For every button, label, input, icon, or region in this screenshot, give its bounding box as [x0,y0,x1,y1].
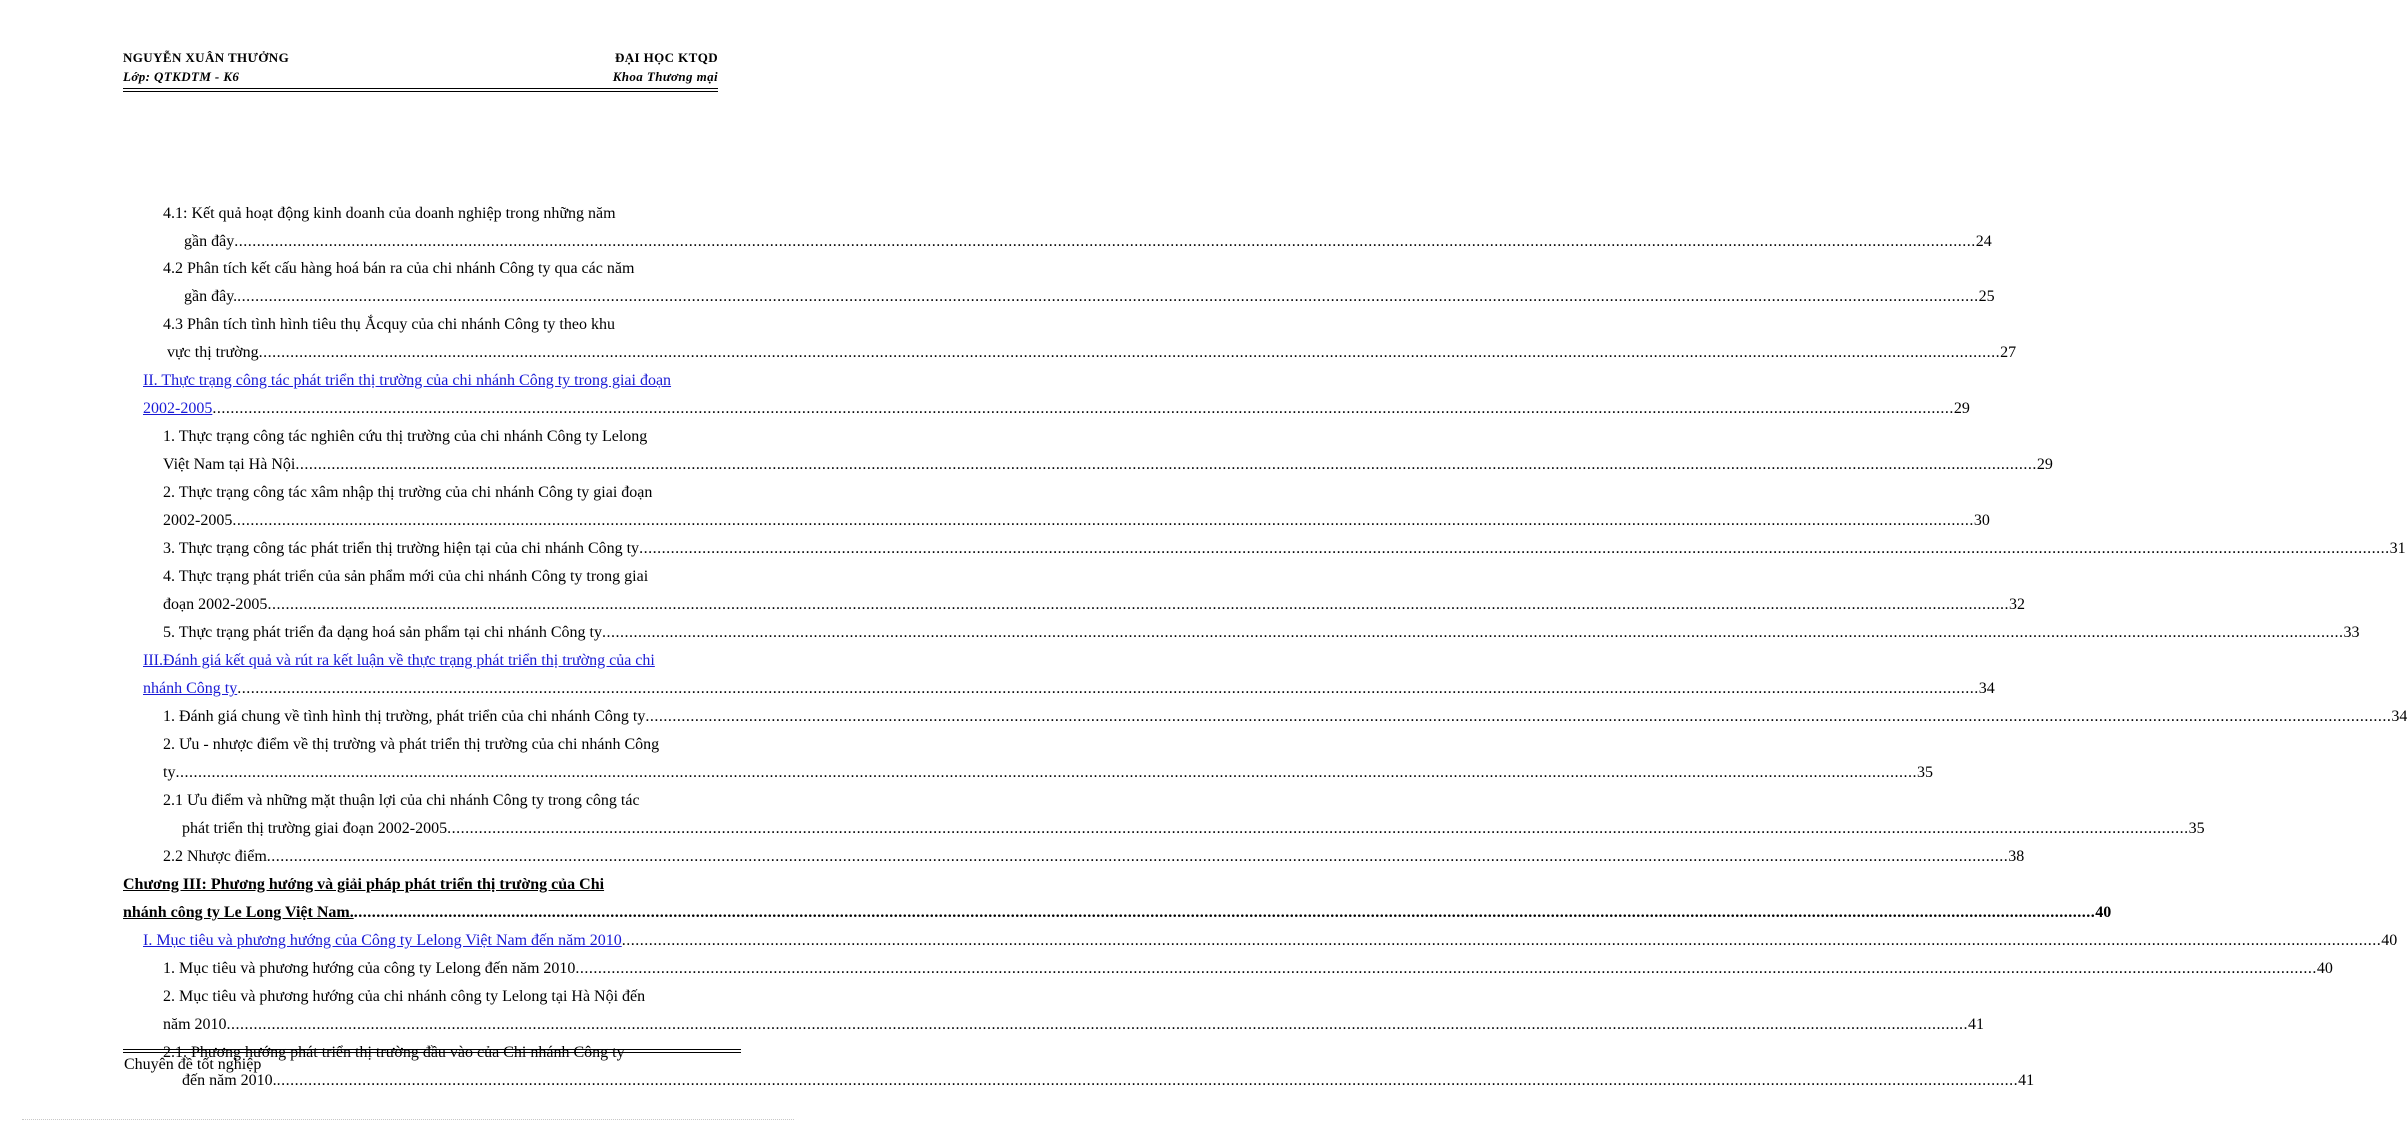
page-number: 30 [1973,512,1990,529]
header-row-2 [123,67,718,86]
header-row-1 [123,48,718,67]
toc-entry-i-2-line1[interactable]: 2. Mục tiêu và phương hướng của chi nhánh công ty Lelong tại Hà Nội đến [163,988,646,1005]
page-number: 25 [1978,288,1995,305]
toc-entry-ii-3[interactable]: 3. Thực trạng công tác phát triển thị trường hiện tại của chi nhánh Công ty ..... .. 31 [163,535,737,563]
footer-rule-double [123,1052,741,1053]
toc-entry-ii-1-line2[interactable]: Việt Nam tại Hà Nội ..... 29 [163,451,737,479]
toc-entry-ii-4-line1[interactable]: 4. Thực trạng phát triển của sản phẩm mới của chi nhánh Công ty trong giai [163,568,649,585]
footer-rule [123,1049,741,1050]
page-number: 40 [2095,904,2112,921]
author-name: NGUYỄN XUÂN THƯỞNG [123,50,290,65]
page-number: 40 [2381,932,2398,949]
page-number: 34 [2391,708,2407,725]
page-number: 35 [2188,820,2205,837]
toc-section-iii-line1[interactable]: III.Đánh giá kết quả và rút ra kết luận về thực trạng phát triển thị trường của chi [143,652,655,669]
toc-entry-iii-2-1-line2[interactable]: phát triển thị trường giai đoạn 2002-2005 ..... 35 [182,815,737,843]
page-number: 38 [2008,848,2025,865]
toc-chapter-iii-line2[interactable]: nhánh công ty Le Long Việt Nam. ..... 40 [123,899,737,927]
page-number: 27 [2000,344,2017,361]
page-number: 29 [2036,456,2053,473]
page-number: 31 [2389,540,2406,557]
page-edge [22,1119,794,1120]
toc-entry-i-2-1-line1[interactable]: 2.1. Phương hướng phát triển thị trường đầu vào của Chi nhánh Công ty [163,1044,625,1061]
page-header [123,48,718,88]
page-number: 35 [1916,764,1933,781]
toc-entry-4-2-line2[interactable]: gần đây. ..... 25 [184,283,737,311]
page-number: 34 [1978,680,1995,697]
toc-entry-ii-5[interactable]: 5. Thực trạng phát triển đa dạng hoá sản phẩm tại chi nhánh Công ty ..... 33 [163,619,737,647]
page-number: 33 [2343,624,2360,641]
toc-entry-4-3-line2[interactable]: vực thị trường ..... 27 [167,339,737,367]
page-number: 40 [2316,960,2333,977]
university-name: ĐẠI HỌC KTQD [614,50,718,65]
header-rule-double [123,91,718,92]
toc-section-iii-line2[interactable]: nhánh Công ty ..... 34 [143,675,737,703]
toc-section-i[interactable]: I. Mục tiêu và phương hướng của Công ty Lelong Việt Nam đến năm 2010 ..... .... 40 [143,927,737,955]
toc-entry-iii-2-2[interactable]: 2.2 Nhược điểm ..... 38 [163,843,737,871]
header-rule [123,88,718,89]
toc-entry-i-1[interactable]: 1. Mục tiêu và phương hướng của công ty Lelong đến năm 2010 ..... 40 [163,955,737,983]
toc-entry-iii-2-line2[interactable]: ty ..... 35 [163,759,737,787]
toc-section-ii-line1[interactable]: II. Thực trạng công tác phát triển thị trường của chi nhánh Công ty trong giai đoạn [143,372,672,389]
page-number: 29 [1953,400,1970,417]
page-number: 41 [1968,1016,1985,1033]
toc-entry-ii-2-line1[interactable]: 2. Thực trạng công tác xâm nhập thị trường của chi nhánh Công ty giai đoạn [163,484,653,501]
toc-entry-4-3-line1[interactable]: 4.3 Phân tích tình hình tiêu thụ Ắcquy của chi nhánh Công ty theo khu [163,316,615,333]
page-number: 24 [1975,233,1992,250]
toc-entry-ii-2-line2[interactable]: 2002-2005 ..... 30 [163,507,737,535]
toc-entry-i-2-line2[interactable]: năm 2010 ..... 41 [163,1011,737,1039]
page-number: 41 [2018,1072,2035,1089]
toc-entry-ii-4-line2[interactable]: đoạn 2002-2005 ..... 32 [163,591,737,619]
toc-entry-ii-1-line1[interactable]: 1. Thực trạng công tác nghiên cứu thị trường của chi nhánh Công ty Lelong [163,428,648,445]
faculty-label: Khoa Thương mại [612,69,718,84]
toc-entry-iii-2-1-line1[interactable]: 2.1 Ưu điểm và những mặt thuận lợi của chi nhánh Công ty trong công tác [163,792,640,809]
toc-entry-4-1-line2[interactable]: gần đây ..... 24 [184,228,737,256]
toc-entry-iii-1[interactable]: 1. Đánh giá chung về tình hình thị trường, phát triển của chi nhánh Công ty ..... . 34 [163,703,737,731]
toc-entry-iii-2-line1[interactable]: 2. Ưu - nhược điểm về thị trường và phát triển thị trường của chi nhánh Công [163,736,660,753]
footer-title: Chuyên đề tốt nghiệp [124,1056,262,1073]
toc-entry-4-2-line1[interactable]: 4.2 Phân tích kết cấu hàng hoá bán ra của chi nhánh Công ty qua các năm [163,260,635,277]
class-label: Lớp: QTKDTM - K6 [123,69,240,84]
toc-section-ii-line2[interactable]: 2002-2005 ..... 29 [143,395,737,423]
toc-chapter-iii-line1[interactable]: Chương III: Phương hướng và giải pháp phát triển thị trường của Chi [123,876,605,893]
page-number: 32 [2008,596,2025,613]
toc-entry-i-2-1-line2[interactable]: đến năm 2010. ..... 41 [182,1067,737,1095]
toc-entry-4-1-line1[interactable]: 4.1: Kết quả hoạt động kinh doanh của doanh nghiệp trong những năm [163,205,616,222]
